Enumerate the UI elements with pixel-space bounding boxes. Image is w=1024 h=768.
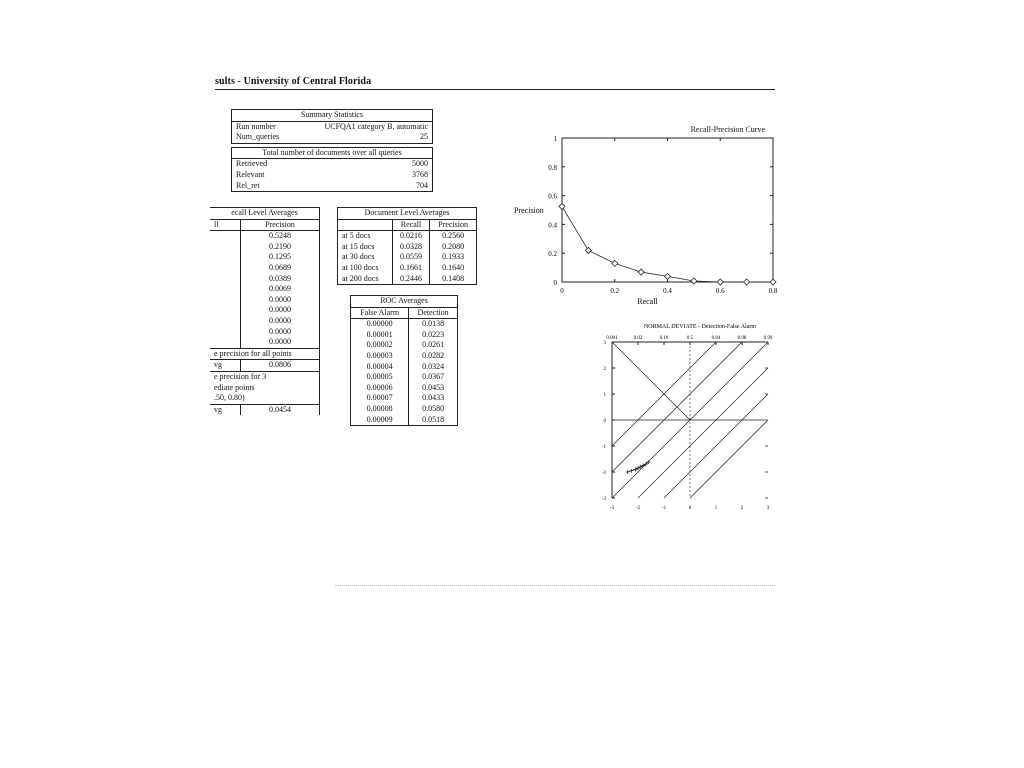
table-row — [351, 383, 458, 394]
prec3-line: ediate points — [214, 382, 255, 392]
doc-label-cell: at 100 docs — [342, 262, 379, 272]
y-tick-label: 1 — [603, 393, 606, 398]
roc-det-cell: 0.0261 — [409, 340, 458, 351]
chart-title: Recall-Precision Curve — [690, 125, 765, 134]
x-tick-label: 0 — [560, 287, 564, 295]
x-tick-label: 0.8 — [768, 287, 778, 295]
roc-det-cell: 0.0138 — [409, 319, 458, 330]
doc-label-cell: at 15 docs — [342, 241, 375, 251]
doc-recall-cell: 0.0328 — [392, 242, 429, 253]
table-row — [232, 170, 433, 181]
docs-label: Relevant — [236, 169, 265, 179]
prec3-line: e precision for 3 — [210, 371, 320, 382]
doclevel-title: Document Level Averages — [338, 208, 477, 220]
table-row — [210, 295, 320, 306]
top-tick-label: 0.02 — [633, 336, 643, 341]
top-tick-label: 0.5 — [686, 336, 694, 341]
roc-fa-cell: 0.00000 — [366, 319, 393, 329]
table-row — [210, 231, 320, 242]
roc-det-cell: 0.0324 — [409, 362, 458, 373]
table-row — [351, 393, 458, 404]
recall-cell — [210, 252, 241, 263]
data-point — [630, 469, 634, 473]
summary-value: UCFQA1 category B, automatic — [324, 121, 428, 131]
y-axis-label: Precision — [514, 206, 544, 215]
data-point — [691, 278, 697, 284]
table-row — [210, 316, 320, 327]
doc-recall-cell: 0.2446 — [392, 274, 429, 285]
recall-col-header: Recall — [392, 219, 429, 231]
data-point — [638, 269, 644, 275]
data-point — [770, 279, 776, 285]
document-level-averages-table — [337, 207, 477, 285]
docs-label: Rel_ret — [236, 180, 260, 190]
top-tick-label: 0.16 — [659, 336, 669, 341]
x-tick-label: -2 — [635, 506, 641, 511]
roc-det-cell: 0.0518 — [409, 415, 458, 426]
x-axis-label: Recall — [637, 297, 658, 306]
x-tick-label: 3 — [766, 506, 770, 511]
summary-title: Summary Statistics — [232, 110, 433, 122]
doc-precision-cell: 0.1933 — [430, 252, 477, 263]
precision-cell: 0.0389 — [241, 274, 320, 285]
table-row — [351, 415, 458, 426]
precision-cell: 0.0000 — [241, 295, 320, 306]
precision-cell: 0.1295 — [241, 252, 320, 263]
data-point — [717, 279, 723, 285]
doc-precision-cell: 0.2560 — [430, 231, 477, 242]
summary-statistics-table — [231, 109, 433, 192]
y-tick-label: 0 — [603, 419, 606, 424]
precision-cell: 0.5248 — [241, 231, 320, 242]
avg-label: vg — [210, 360, 241, 372]
table-row — [232, 121, 433, 132]
table-row — [338, 252, 477, 263]
avg-note: e precision for all points — [210, 348, 320, 360]
recall-level-averages-table — [210, 207, 320, 415]
doc-label-cell: at 5 docs — [342, 231, 371, 241]
avg-value: 0.0806 — [241, 360, 320, 372]
precision-cell: 0.0000 — [241, 327, 320, 338]
recall-title: ecall Level Averages — [210, 208, 320, 220]
footer-rule — [335, 585, 775, 586]
x-tick-label: 2 — [740, 506, 744, 511]
top-tick-label: 0.84 — [711, 336, 721, 341]
y-tick-label: 3 — [603, 341, 606, 346]
recall-cell — [210, 327, 241, 338]
roc-det-cell: 0.0367 — [409, 372, 458, 383]
table-row — [338, 274, 477, 285]
roc-det-cell: 0.0223 — [409, 330, 458, 341]
y-tick-label: 0.2 — [548, 250, 557, 259]
table-row — [210, 263, 320, 274]
top-tick-label: 0.001 — [606, 336, 618, 341]
roc-fa-cell: 0.00007 — [366, 393, 393, 403]
doc-recall-cell: 0.0559 — [392, 252, 429, 263]
chart-title: NORMAL DEVIATE - Detection-False Alarm — [643, 324, 757, 330]
docs-value: 3768 — [412, 169, 428, 179]
table-row — [210, 305, 320, 316]
data-point — [612, 260, 618, 266]
y-tick-label: 0.6 — [548, 192, 557, 201]
recall-cell — [210, 284, 241, 295]
header-rule — [215, 89, 775, 90]
y-tick-label: -3 — [601, 497, 606, 502]
table-row — [232, 132, 433, 143]
roc-det-cell: 0.0433 — [409, 393, 458, 404]
false-alarm-col-header: False Alarm — [351, 307, 409, 319]
precision-cell: 0.0689 — [241, 263, 320, 274]
x-tick-label: -3 — [609, 506, 615, 511]
data-point — [559, 203, 565, 209]
roc-fa-cell: 0.00003 — [366, 350, 393, 360]
table-row — [338, 263, 477, 274]
data-point — [744, 279, 750, 285]
x-tick-label: 0.6 — [715, 287, 725, 295]
roc-fa-cell: 0.00008 — [366, 403, 393, 413]
normal-deviate-chart — [590, 318, 780, 511]
precision-col-header: Precision — [430, 219, 477, 231]
prec3-value: 0.0454 — [241, 404, 320, 415]
y-tick-label: 0.8 — [548, 163, 557, 172]
recall-cell — [210, 231, 241, 242]
doc-label-cell: at 200 docs — [342, 273, 379, 283]
detection-col-header: Detection — [409, 307, 458, 319]
table-row — [351, 404, 458, 415]
table-row — [210, 252, 320, 263]
doc-recall-cell: 0.1661 — [392, 263, 429, 274]
data-point — [585, 247, 591, 253]
table-row — [210, 242, 320, 253]
doc-label-cell: at 30 docs — [342, 252, 375, 262]
roc-fa-cell: 0.00001 — [366, 329, 393, 339]
roc-fa-cell: 0.00004 — [366, 361, 393, 371]
top-tick-label: 0.99 — [763, 336, 773, 341]
roc-fa-cell: 0.00009 — [366, 414, 393, 424]
summary-value: 25 — [420, 132, 428, 142]
summary-label: Run number — [236, 121, 276, 131]
recall-col-header: ll — [210, 219, 241, 231]
y-tick-label: 2 — [603, 367, 606, 372]
y-tick-label: -2 — [601, 471, 606, 476]
recall-precision-chart — [510, 118, 785, 313]
table-row — [232, 181, 433, 192]
y-tick-label: 0.4 — [548, 221, 557, 230]
table-row — [210, 327, 320, 338]
doc-precision-cell: 0.2080 — [430, 242, 477, 253]
roc-det-cell: 0.0453 — [409, 383, 458, 394]
x-tick-label: 1 — [714, 506, 718, 511]
top-tick-label: 0.98 — [737, 336, 747, 341]
prec3-line: .50, 0.80) — [214, 393, 245, 403]
roc-det-cell: 0.0282 — [409, 351, 458, 362]
section-header: sults - University of Central Florida — [215, 76, 372, 87]
precision-cell: 0.0069 — [241, 284, 320, 295]
table-row — [351, 372, 458, 383]
table-row — [338, 231, 477, 242]
doc-precision-cell: 0.1640 — [430, 263, 477, 274]
recall-cell — [210, 263, 241, 274]
plot-frame — [562, 138, 773, 282]
y-tick-label: -1 — [601, 445, 606, 450]
recall-cell — [210, 242, 241, 253]
roc-det-cell: 0.0580 — [409, 404, 458, 415]
x-tick-label: -1 — [661, 506, 667, 511]
precision-cell: 0.0000 — [241, 337, 320, 348]
diagonal-line — [690, 420, 768, 498]
doc-precision-cell: 0.1408 — [430, 274, 477, 285]
y-tick-label: 1 — [553, 135, 557, 143]
table-row — [210, 284, 320, 295]
x-tick-label: 0.4 — [663, 287, 672, 295]
roc-title: ROC Averages — [351, 296, 458, 308]
table-row — [210, 337, 320, 348]
recall-cell — [210, 295, 241, 306]
table-row — [351, 319, 458, 330]
recall-cell — [210, 274, 241, 285]
x-tick-label: 0.2 — [610, 287, 620, 295]
docs-label: Retrieved — [236, 159, 268, 169]
table-row — [210, 274, 320, 285]
roc-fa-cell: 0.00005 — [366, 372, 393, 382]
precision-cell: 0.0000 — [241, 316, 320, 327]
recall-cell — [210, 305, 241, 316]
precision-cell: 0.0000 — [241, 305, 320, 316]
docs-title: Total number of documents over all queries — [232, 147, 433, 159]
table-row — [338, 242, 477, 253]
summary-label: Num_queries — [236, 132, 280, 142]
table-row — [351, 330, 458, 341]
anti-diagonal-line — [612, 342, 690, 420]
recall-cell — [210, 337, 241, 348]
doc-recall-cell: 0.0216 — [392, 231, 429, 242]
table-row — [232, 159, 433, 170]
roc-averages-table — [350, 295, 458, 426]
precision-cell: 0.2190 — [241, 242, 320, 253]
table-row — [351, 362, 458, 373]
prec3-label: vg — [210, 404, 241, 415]
roc-fa-cell: 0.00006 — [366, 382, 393, 392]
y-tick-label: 0 — [553, 279, 557, 287]
roc-fa-cell: 0.00002 — [366, 340, 393, 350]
data-point — [665, 273, 671, 279]
table-row — [351, 340, 458, 351]
x-tick-label: 0 — [688, 506, 692, 511]
series-line — [562, 206, 773, 282]
recall-cell — [210, 316, 241, 327]
precision-col-header: Precision — [241, 219, 320, 231]
docs-value: 5000 — [412, 159, 428, 169]
table-row — [351, 351, 458, 362]
data-point — [626, 470, 630, 474]
docs-value: 704 — [416, 180, 428, 190]
